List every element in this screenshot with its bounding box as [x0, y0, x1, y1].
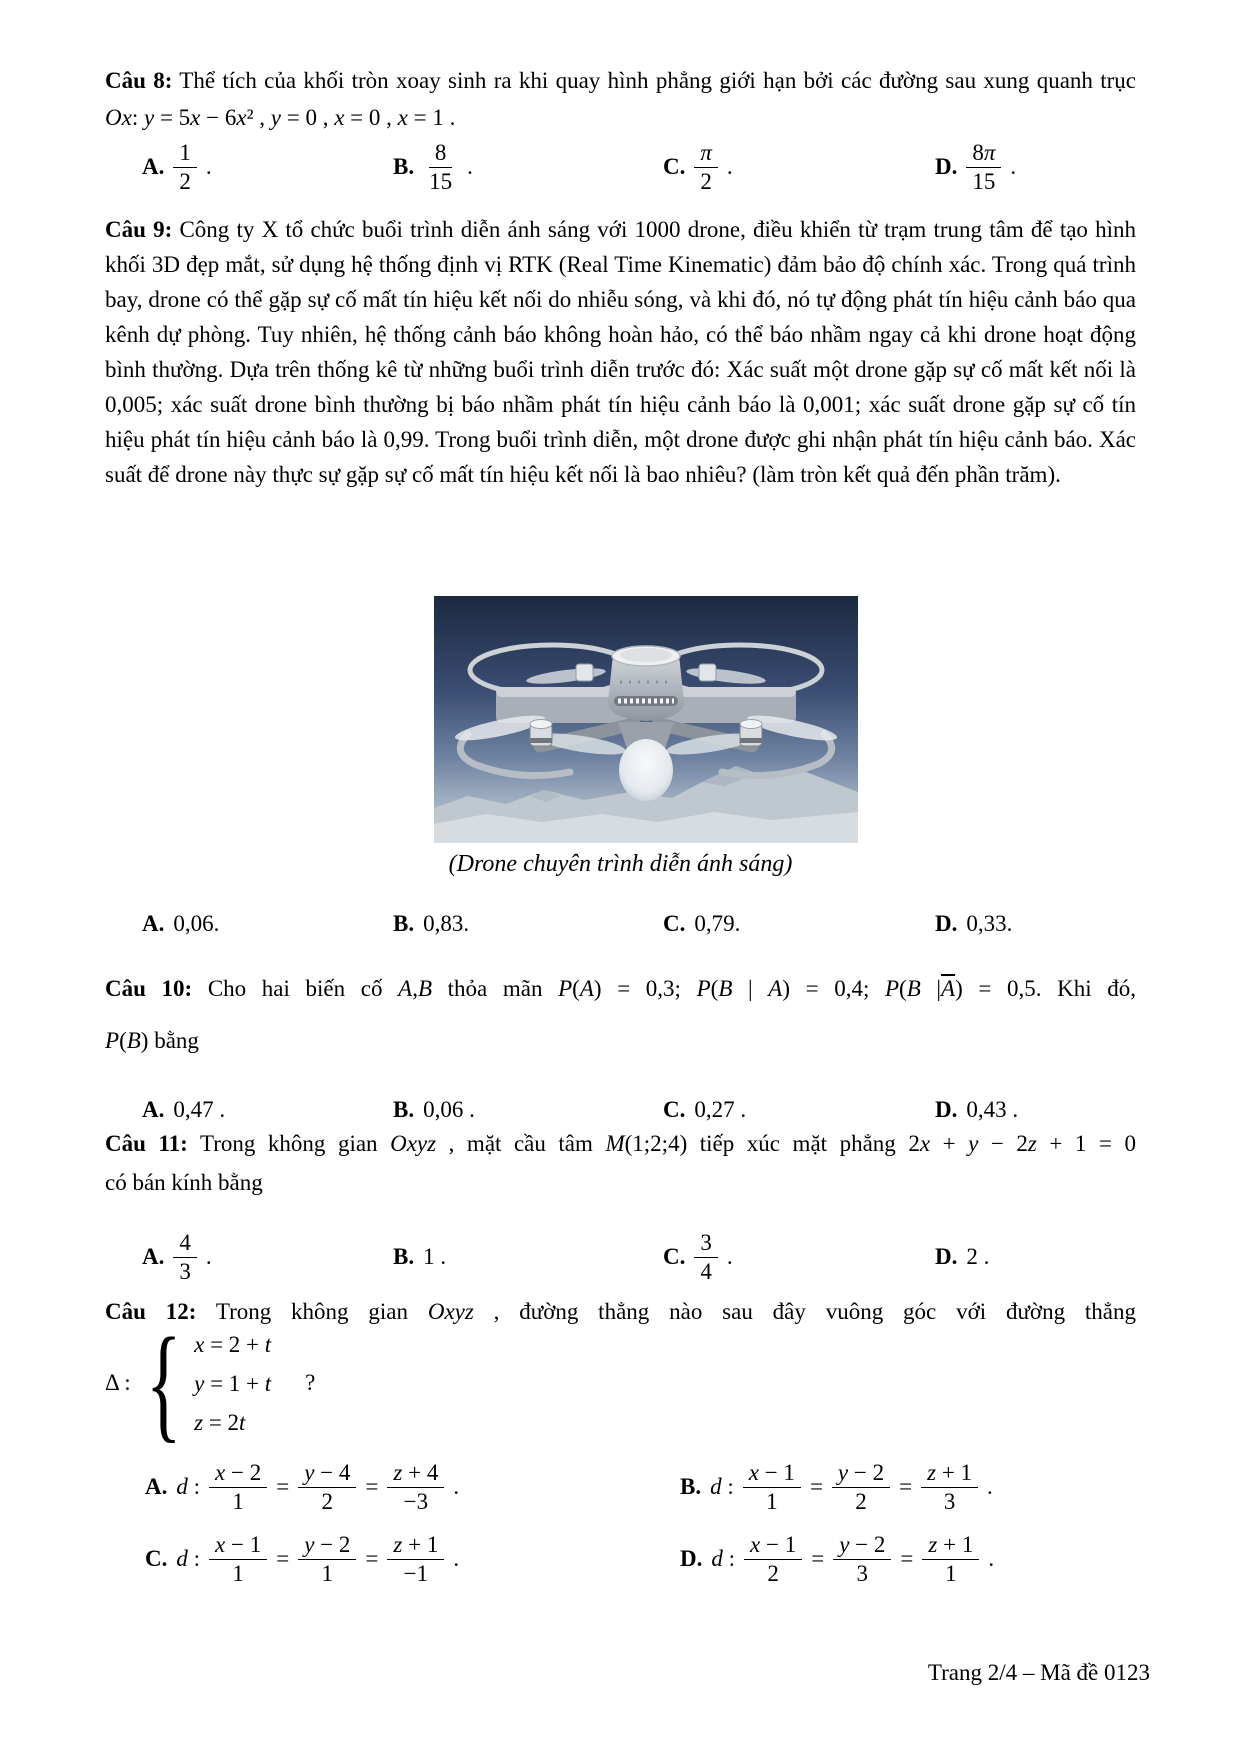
question-11 [105, 1126, 1136, 1162]
question-9-label: Câu 9: [105, 217, 173, 242]
system-equations [194, 1327, 271, 1440]
equation-x: x = 2 + t [194, 1331, 272, 1357]
option-c [663, 1222, 733, 1292]
option-value: 0,06 . [423, 1097, 475, 1122]
equals-sign: = [811, 1546, 825, 1571]
option-label: C. [145, 1546, 168, 1571]
fraction: $\frac{x - 1}{1}$ [209, 1532, 267, 1587]
option-suffix: . [726, 1244, 733, 1269]
question-10-text: Cho hai biến cố [192, 976, 399, 1001]
option-d [935, 1094, 1018, 1126]
question-9-options [105, 908, 1136, 940]
option-label: A. [142, 154, 165, 179]
question-10-text-mid: thỏa mãn [432, 976, 559, 1001]
option-label: B. [393, 911, 415, 936]
option-label: C. [663, 1244, 686, 1269]
option-value: 0,83. [423, 911, 470, 936]
fraction: $\frac{z + 1}{1}$ [922, 1532, 979, 1587]
question-10-line2 [105, 1028, 1136, 1054]
option-label: D. [935, 1244, 958, 1269]
question-8 [105, 62, 1136, 136]
option-label: B. [393, 1244, 415, 1269]
option-label: C. [663, 1097, 686, 1122]
question-11-text-mid: , mặt cầu tâm [436, 1131, 606, 1156]
fraction: $\frac{x - 2}{1}$ [209, 1460, 267, 1515]
line-delta-system [105, 1312, 316, 1454]
option-suffix: . [1010, 154, 1017, 179]
option-suffix: . [726, 154, 733, 179]
option-value: 0,27 . [694, 1097, 747, 1122]
fraction: $\frac{\pi}{2}$ [694, 140, 718, 195]
option-label: C. [663, 911, 686, 936]
option-a [142, 132, 212, 202]
event-variables: A,B [398, 976, 432, 1001]
question-9-text: Công ty X tổ chức buổi trình diễn ánh sáng với 1000 drone, điều khiển từ trạm trung tâm để tạo hình khối 3D đẹp mắt, sử dụng hệ thống định vị RTK (Real Time Kinematic) đảm bảo độ chính xác. Trong quá trình bay, drone có thể gặp sự cố mất tín hiệu kết nối do nhiễu sóng, và khi đó, nó tự động phát tín hiệu cảnh báo qua kênh dự phòng. Tuy nhiên, hệ thống cảnh báo không hoàn hảo, có thể báo nhầm ngay cả khi drone hoạt động bình thường. Dựa trên thống kê từ những buổi trình diễn trước đó: Xác suất một drone gặp sự cố mất kết nối là 0,005; xác suất drone bình thường bị báo nhầm phát tín hiệu cảnh báo là 0,001; xác suất drone gặp sự cố tín hiệu phát tín hiệu cảnh báo là 0,99. Trong buổi trình diễn, một drone được ghi nhận phát tín hiệu cảnh báo. Xác suất để drone này thực sự gặp sự cố mất tín hiệu kết nối là bao nhiêu? (làm tròn kết quả đến phần trăm). [105, 217, 1136, 487]
page-footer: Trang 2/4 – Mã đề 0123 [927, 1660, 1150, 1685]
oxyz-space: Oxyz [390, 1131, 437, 1156]
question-8-text: Thể tích của khối tròn xoay sinh ra khi quay hình phẳng giới hạn bởi các đường sau xung quanh trục [172, 68, 1137, 93]
line-d-label: d : [710, 1474, 734, 1499]
option-b [393, 1222, 446, 1292]
option-a [145, 1452, 459, 1522]
fraction: $\frac{y - 2}{1}$ [298, 1532, 356, 1587]
option-label: B. [393, 1097, 415, 1122]
option-label: C. [663, 154, 686, 179]
question-11-label: Câu 11: [105, 1131, 188, 1156]
fraction: $\frac{3}{4}$ [694, 1230, 718, 1285]
fraction: $\frac{y - 4}{2}$ [298, 1460, 356, 1515]
drone-image [434, 596, 858, 843]
fraction: $\frac{4}{3}$ [173, 1230, 197, 1285]
p-of-b: P(B) [105, 1028, 149, 1053]
question-10-options [105, 1094, 1136, 1126]
question-10-text-tail: Khi đó, [1041, 976, 1137, 1001]
oxyz-space: Oxyz [427, 1299, 474, 1324]
option-label: D. [935, 154, 958, 179]
option-value: 0,33. [966, 911, 1013, 936]
option-label: B. [680, 1474, 702, 1499]
option-label: B. [393, 154, 415, 179]
question-8-formula: Ox: y = 5x − 6x² , y = 0 , x = 0 , x = 1 . [105, 105, 456, 130]
question-11-options [105, 1222, 1136, 1292]
fraction: $\frac{z + 4}{-3}$ [387, 1460, 444, 1515]
option-suffix: . [453, 1474, 460, 1499]
figure-caption: (Drone chuyên trình diễn ánh sáng) [448, 851, 793, 877]
fraction: $\frac{8\pi}{15}$ [966, 140, 1001, 195]
plane-equation: 2x + y − 2z + 1 = 0 [908, 1131, 1136, 1156]
question-mark: ? [305, 1370, 316, 1395]
question-12-text: Trong không gian [196, 1299, 428, 1324]
option-b [680, 1452, 993, 1522]
equals-sign: = [900, 1546, 914, 1571]
delta-label: Δ : [105, 1370, 131, 1395]
option-b [393, 1094, 475, 1126]
option-a [142, 1094, 225, 1126]
option-label: D. [935, 1097, 958, 1122]
system-brace: { [145, 1312, 182, 1454]
option-label: A. [142, 911, 165, 936]
fraction: $\frac{1}{2}$ [173, 140, 197, 195]
equals-sign: = [365, 1474, 379, 1499]
equals-sign: = [365, 1546, 379, 1571]
option-value: 0,47 . [173, 1097, 226, 1122]
option-suffix: . [467, 154, 473, 179]
option-value: 0,43 . [966, 1097, 1019, 1122]
question-11-text: Trong không gian [187, 1131, 391, 1156]
fraction: $\frac{8}{15}$ [429, 139, 453, 194]
option-d [935, 908, 1012, 940]
option-value: 0,79. [694, 911, 741, 936]
equation-y: y = 1 + t [194, 1370, 272, 1396]
drone-figure [434, 596, 858, 843]
option-label: A. [142, 1244, 165, 1269]
question-12-options-row2 [105, 1524, 1136, 1594]
equals-sign: = [276, 1474, 290, 1499]
option-value: 0,06. [173, 911, 220, 936]
sphere-center: M(1;2;4) [605, 1131, 688, 1156]
question-12-label: Câu 12: [105, 1299, 197, 1324]
option-suffix: . [987, 1474, 993, 1499]
equals-sign: = [276, 1546, 290, 1571]
option-c [145, 1524, 459, 1594]
fraction: $\frac{y - 2}{3}$ [833, 1532, 891, 1587]
option-d [680, 1524, 994, 1594]
option-suffix: . [205, 1244, 212, 1269]
question-12-text-post: , đường thẳng nào sau đây vuông góc với đường thẳng [473, 1299, 1137, 1324]
question-10-label: Câu 10: [105, 976, 193, 1001]
option-c [663, 1094, 746, 1126]
question-10-line2-text: bằng [148, 1028, 199, 1053]
probability-formula-end: ) = 0,5. [955, 976, 1042, 1001]
option-label: A. [145, 1474, 168, 1499]
line-d-label: d : [176, 1474, 201, 1499]
option-c [663, 908, 740, 940]
option-label: D. [935, 911, 958, 936]
question-11-text-mid2: tiếp xúc mặt phẳng [687, 1131, 909, 1156]
option-d [935, 1222, 989, 1292]
option-value: 2 . [966, 1244, 990, 1269]
fraction: $\frac{x - 1}{2}$ [744, 1532, 802, 1587]
option-a [142, 1222, 212, 1292]
fraction: $\frac{z + 1}{3}$ [921, 1460, 978, 1515]
option-suffix: . [205, 154, 212, 179]
a-complement: $\overline{A}$ [941, 976, 956, 1001]
option-b [393, 908, 469, 940]
question-11-line2: có bán kính bằng [105, 1170, 263, 1195]
fraction: $\frac{y - 2}{2}$ [832, 1460, 890, 1515]
question-8-options [105, 132, 1136, 202]
question-9 [105, 212, 1136, 492]
option-d [935, 132, 1016, 202]
option-label: D. [680, 1546, 703, 1571]
option-b [393, 132, 473, 202]
question-10 [105, 968, 1136, 1010]
question-8-label: Câu 8: [105, 68, 173, 93]
option-label: A. [142, 1097, 165, 1122]
option-value: 1 . [423, 1244, 447, 1269]
option-c [663, 132, 733, 202]
line-d-label: d : [176, 1546, 201, 1571]
option-suffix: . [453, 1546, 460, 1571]
equation-z: z = 2t [194, 1409, 246, 1435]
fraction: $\frac{x - 1}{1}$ [743, 1460, 801, 1515]
probability-formula: P(A) = 0,3; P(B | A) = 0,4; P(B | [558, 976, 942, 1001]
question-12-options-row1 [105, 1452, 1136, 1522]
line-d-label: d : [711, 1546, 736, 1571]
option-suffix: . [988, 1546, 995, 1571]
equals-sign: = [899, 1474, 913, 1499]
option-a [142, 908, 219, 940]
fraction: $\frac{z + 1}{-1}$ [387, 1532, 444, 1587]
equals-sign: = [809, 1474, 823, 1499]
